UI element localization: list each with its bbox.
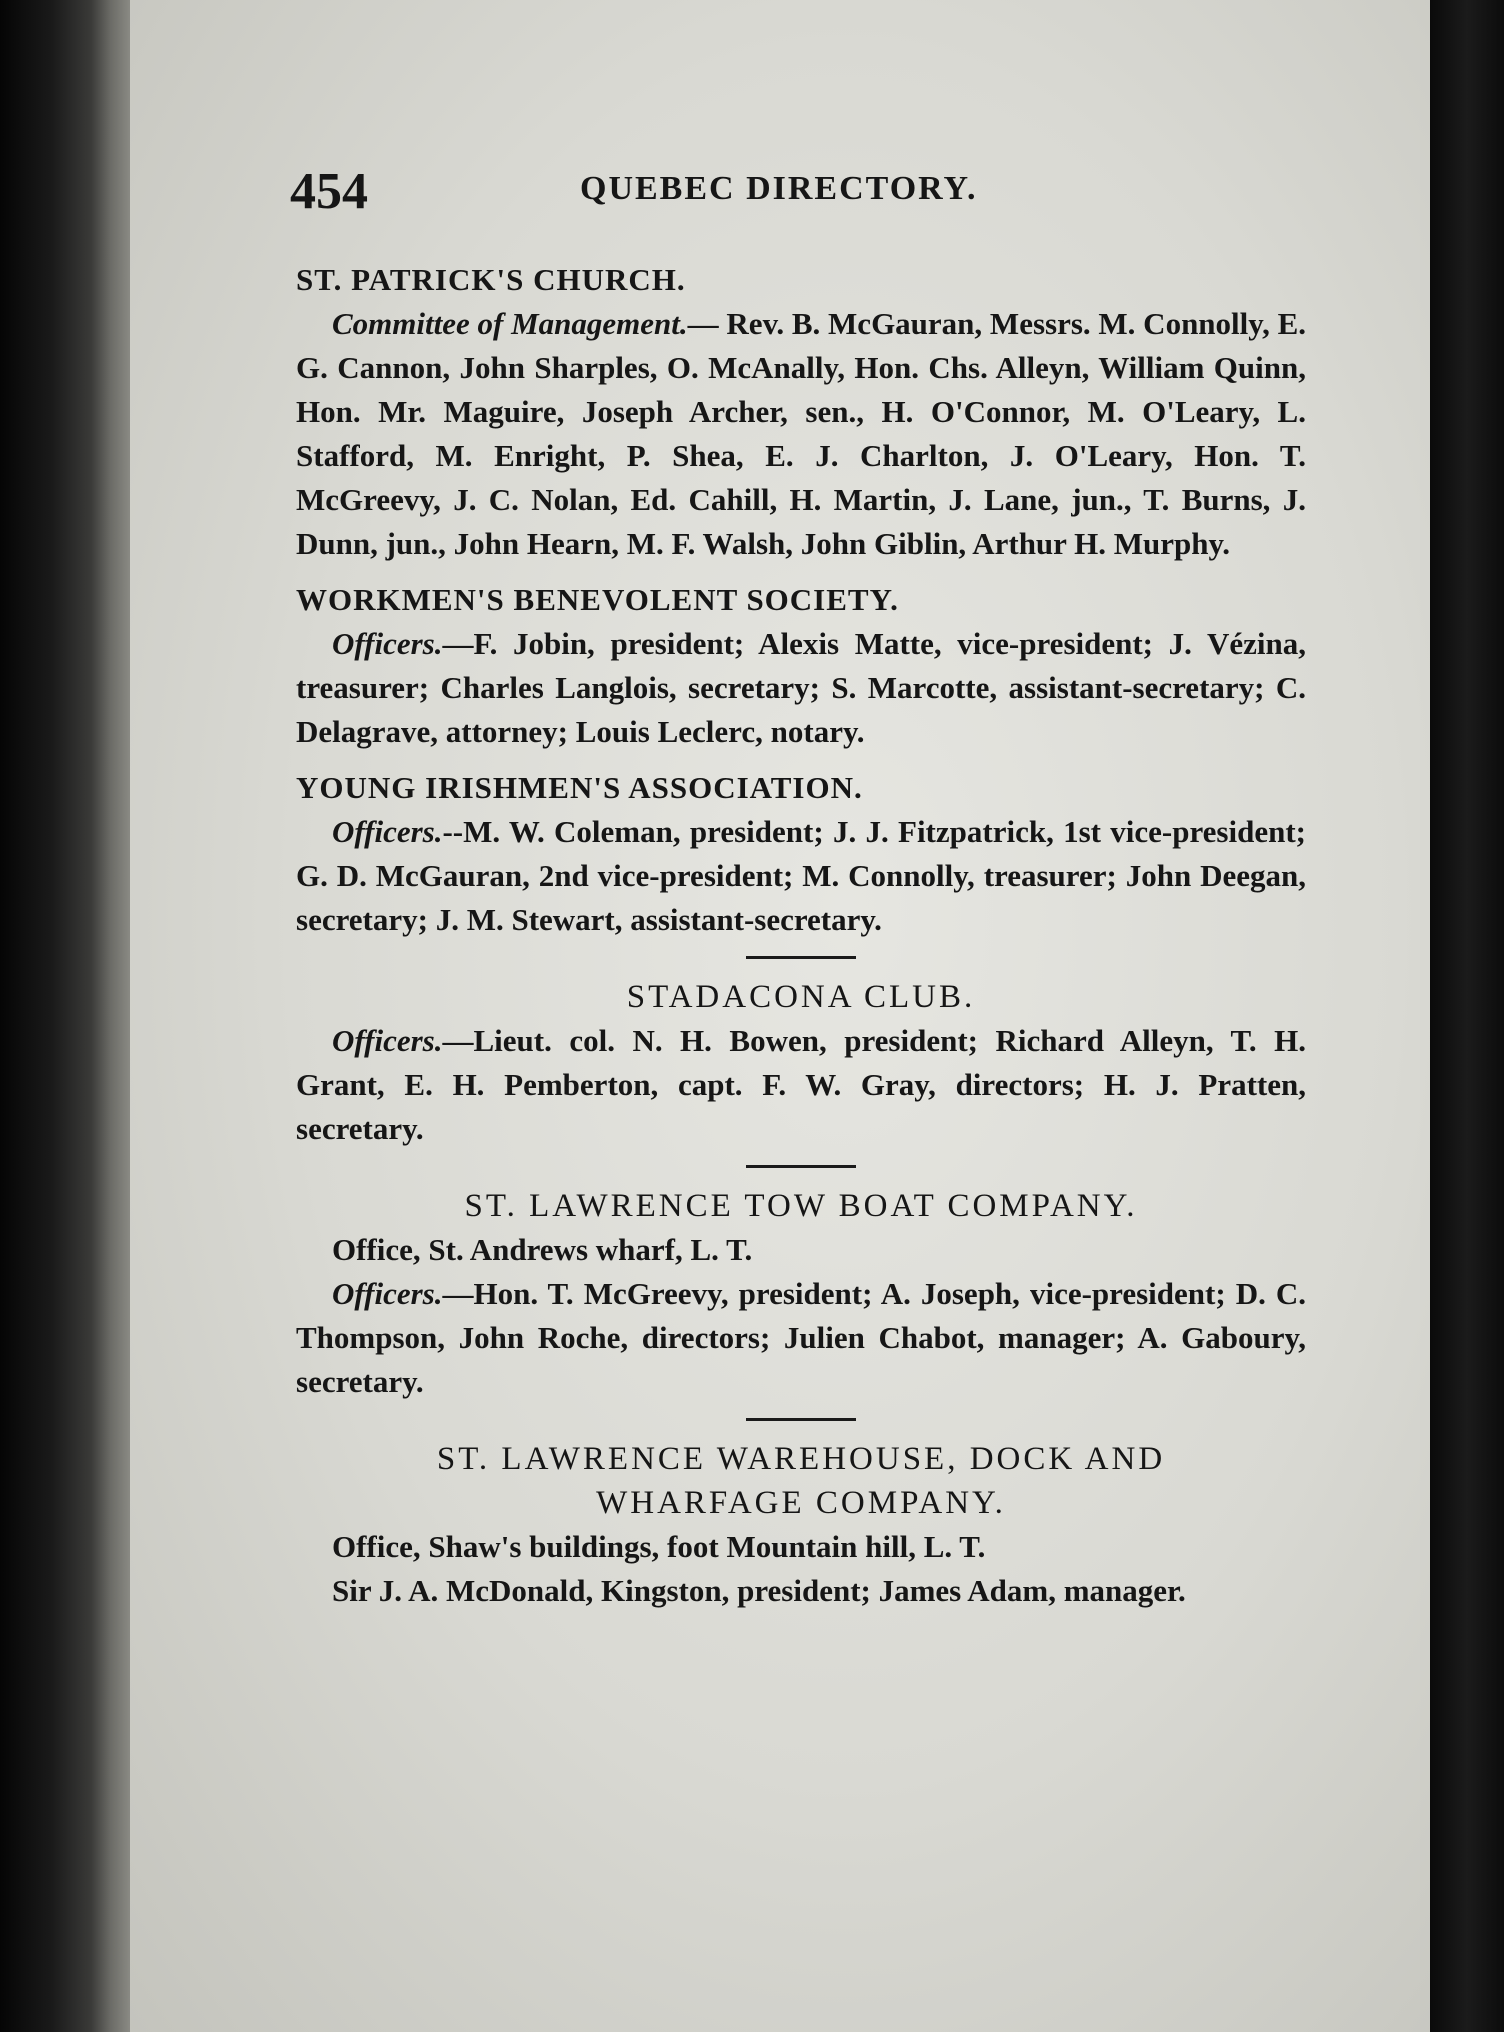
section-heading: YOUNG IRISHMEN'S ASSOCIATION.	[296, 770, 863, 805]
page-header	[290, 162, 1310, 222]
section-workmens-benevolent-society	[296, 578, 1306, 754]
section-heading: ST. PATRICK'S CHURCH.	[296, 262, 686, 297]
section-divider	[746, 956, 856, 959]
section-warehouse-dock-company	[296, 1437, 1306, 1613]
section-text: --M. W. Coleman, president; J. J. Fitzpatrick, 1st vice-president; G. D. McGauran, 2nd vice-president; M. Connolly, treasurer; John Deegan, secretary; J. M. Stewart, assistant-secretary.	[296, 814, 1306, 937]
section-office: Office, Shaw's buildings, foot Mountain hill, L. T.	[332, 1529, 986, 1564]
page-number: 454	[290, 163, 368, 220]
section-divider	[746, 1418, 856, 1421]
section-body	[296, 810, 1306, 942]
section-heading: STADACONA CLUB.	[626, 979, 976, 1015]
section-lead: Officers.	[332, 814, 443, 849]
section-heading-line-1: ST. LAWRENCE WAREHOUSE, DOCK AND	[436, 1441, 1166, 1477]
section-text: —Hon. T. McGreevy, president; A. Joseph, vice-president; D. C. Thompson, John Roche, directors; Julien Chabot, manager; A. Gaboury, secretary.	[296, 1276, 1306, 1399]
section-text: Sir J. A. McDonald, Kingston, president; James Adam, manager.	[332, 1573, 1186, 1608]
section-text: — Rev. B. McGauran, Messrs. M. Connolly, E. G. Cannon, John Sharples, O. McAnally, Hon. Chs. Alleyn, William Quinn, Hon. Mr. Maguire, Joseph Archer, sen., H. O'Connor, M. O'Leary, L. Stafford, M. Enright, P. Shea, E. J. Charlton, J. O'Leary, Hon. T. McGreevy, J. C. Nolan, Ed. Cahill, H. Martin, J. Lane, jun., T. Burns, J. Dunn, jun., John Hearn, M. F. Walsh, John Giblin, Arthur H. Murphy.	[296, 306, 1307, 561]
section-body	[296, 1272, 1306, 1404]
running-title: QUEBEC DIRECTORY.	[580, 170, 978, 207]
section-stadacona-club	[296, 975, 1306, 1151]
section-heading-line-2: WHARFAGE COMPANY.	[596, 1485, 1006, 1521]
facing-page-edge	[1430, 0, 1504, 2032]
section-divider	[746, 1165, 856, 1168]
section-lead: Committee of Management.	[332, 306, 688, 341]
section-body	[296, 302, 1306, 566]
section-lead: Officers.	[332, 1276, 443, 1311]
section-body	[296, 1019, 1306, 1151]
section-lead: Officers.	[332, 626, 443, 661]
section-lead: Officers.	[332, 1023, 443, 1058]
section-st-patricks-church	[296, 258, 1306, 566]
section-heading: ST. LAWRENCE TOW BOAT COMPANY.	[464, 1188, 1138, 1224]
section-text: —Lieut. col. N. H. Bowen, president; Richard Alleyn, T. H. Grant, E. H. Pemberton, capt. F. W. Gray, directors; H. J. Pratten, secretary.	[296, 1023, 1306, 1146]
book-binding	[0, 0, 130, 2032]
section-body	[296, 622, 1306, 754]
section-office: Office, St. Andrews wharf, L. T.	[332, 1232, 753, 1267]
section-heading: WORKMEN'S BENEVOLENT SOCIETY.	[296, 582, 899, 617]
page-content	[296, 258, 1306, 1625]
section-young-irishmens-association	[296, 766, 1306, 942]
section-tow-boat-company	[296, 1184, 1306, 1404]
section-text: —F. Jobin, president; Alexis Matte, vice-president; J. Vézina, treasurer; Charles Langlois, secretary; S. Marcotte, assistant-secretary; C. Delagrave, attorney; Louis Leclerc, notary.	[296, 626, 1306, 749]
